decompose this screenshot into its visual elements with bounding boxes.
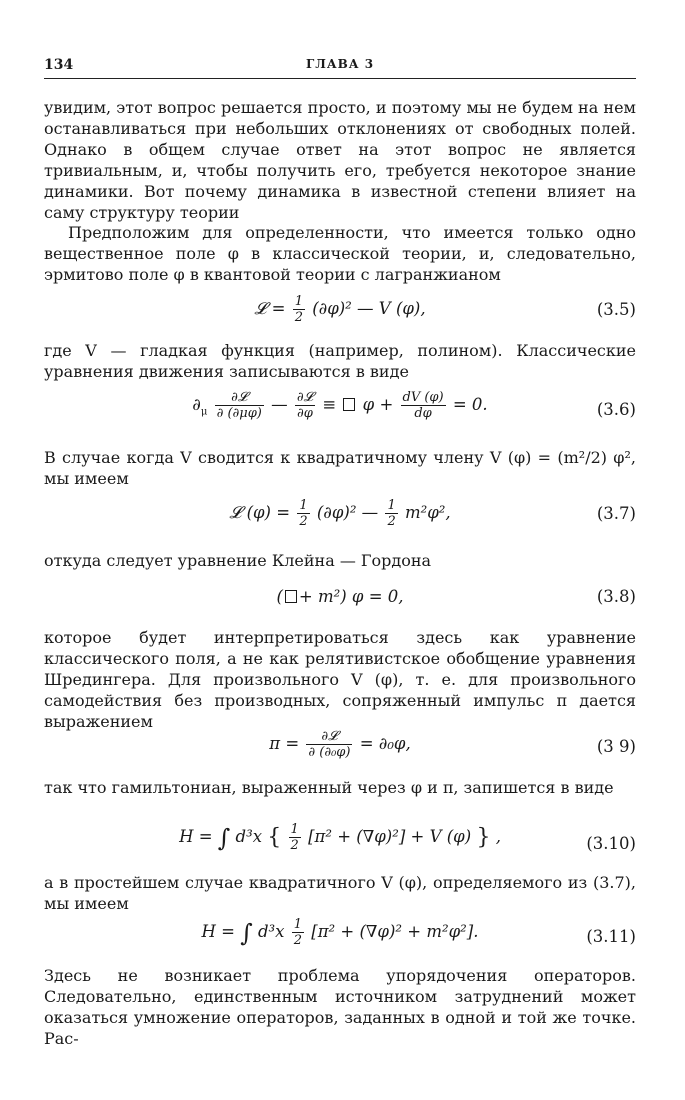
paragraph-5: откуда следует уравнение Клейна — Гордона	[44, 551, 432, 570]
paragraph-2: Предположим для определенности, что имеется только одно вещественное поле φ в классической теории, и, следовательно, эрмитово поле φ в квантовой теории с лагранжианом	[44, 223, 636, 284]
equation-3-10: H = ∫ d³x { $\frac{1}{2}$ [π² + (∇φ)²] + V (φ) } , (3.10)	[179, 822, 636, 853]
page-number: 134	[44, 57, 74, 73]
equation-number: (3.11)	[586, 927, 636, 946]
page-header	[44, 57, 636, 77]
header-rule	[44, 78, 636, 79]
paragraph-4: В случае когда V сводится к квадратичному члену V (φ) = (m²/2) φ², мы имеем	[44, 448, 636, 488]
equation-3-6: $\partial_\mu$ $\frac{\text{∂𝓛}}{\partial (\partial\mu\varphi)}$ — $\frac{\text{∂𝓛}}{\partial\varphi}$ ≡ φ + $\frac{dV (\varphi)}{d\varphi}$ = 0. (3.6)	[192, 390, 636, 421]
equation-3-5: 𝓛 = $\frac{1}{2}$ (∂φ)² — V (φ), (3.5)	[254, 294, 636, 325]
equation-3-8: ( + m²) φ = 0, (3.8)	[276, 587, 636, 606]
equation-number: (3 9)	[596, 737, 636, 756]
paragraph-1: увидим, этот вопрос решается просто, и поэтому мы не будем на нем останавливаться при небольших отклонениях от свободных полей. Однако в общем случае ответ на этот вопрос не является тривиальным, и, чтобы получить его, требуется некоторое знание динамики. Вот почему динамика в известной степени влияет на саму структуру теории	[44, 98, 636, 222]
dalembertian-symbol	[343, 398, 355, 411]
equation-3-7: 𝓛 (φ) = $\frac{1}{2}$ (∂φ)² — $\frac{1}{2}$ m²φ², (3.7)	[229, 498, 636, 529]
equation-number: (3.10)	[586, 834, 636, 853]
equation-3-11: H = ∫ d³x $\frac{1}{2}$ [π² + (∇φ)² + m²φ²]. (3.11)	[201, 917, 636, 948]
fraction-half: $\frac{1}{2}$	[294, 294, 303, 325]
paragraph-6: которое будет интерпретироваться здесь как уравнение классического поля, а не как релятивистское обобщение уравнения Шредингера. Для произвольного V (φ), т. е. для произвольного самодействия без производных, сопряженный импульс π дается выражением	[44, 628, 636, 731]
equation-number: (3.6)	[596, 400, 636, 419]
paragraph-7: так что гамильтониан, выраженный через φ и π, запишется в виде	[44, 778, 614, 797]
paragraph-3: где V — гладкая функция (например, полином). Классические уравнения движения записываются в виде	[44, 341, 636, 381]
equation-number: (3.7)	[596, 504, 636, 523]
equation-3-9: π = $\frac{\text{∂𝓛}}{\text{∂ (∂₀φ)}}$ = ∂₀φ, (3 9)	[269, 729, 636, 760]
dalembertian-symbol	[285, 590, 297, 603]
equation-number: (3.5)	[596, 300, 636, 319]
equation-number: (3.8)	[596, 587, 636, 606]
paragraph-8: а в простейшем случае квадратичного V (φ), определяемого из (3.7), мы имеем	[44, 873, 636, 913]
chapter-title: ГЛАВА 3	[305, 57, 375, 71]
paragraph-9: Здесь не возникает проблема упорядочения операторов. Следовательно, единственным источником затруднений может оказаться умножение операторов, заданных в одной и той же точке. Рас-	[44, 966, 636, 1048]
